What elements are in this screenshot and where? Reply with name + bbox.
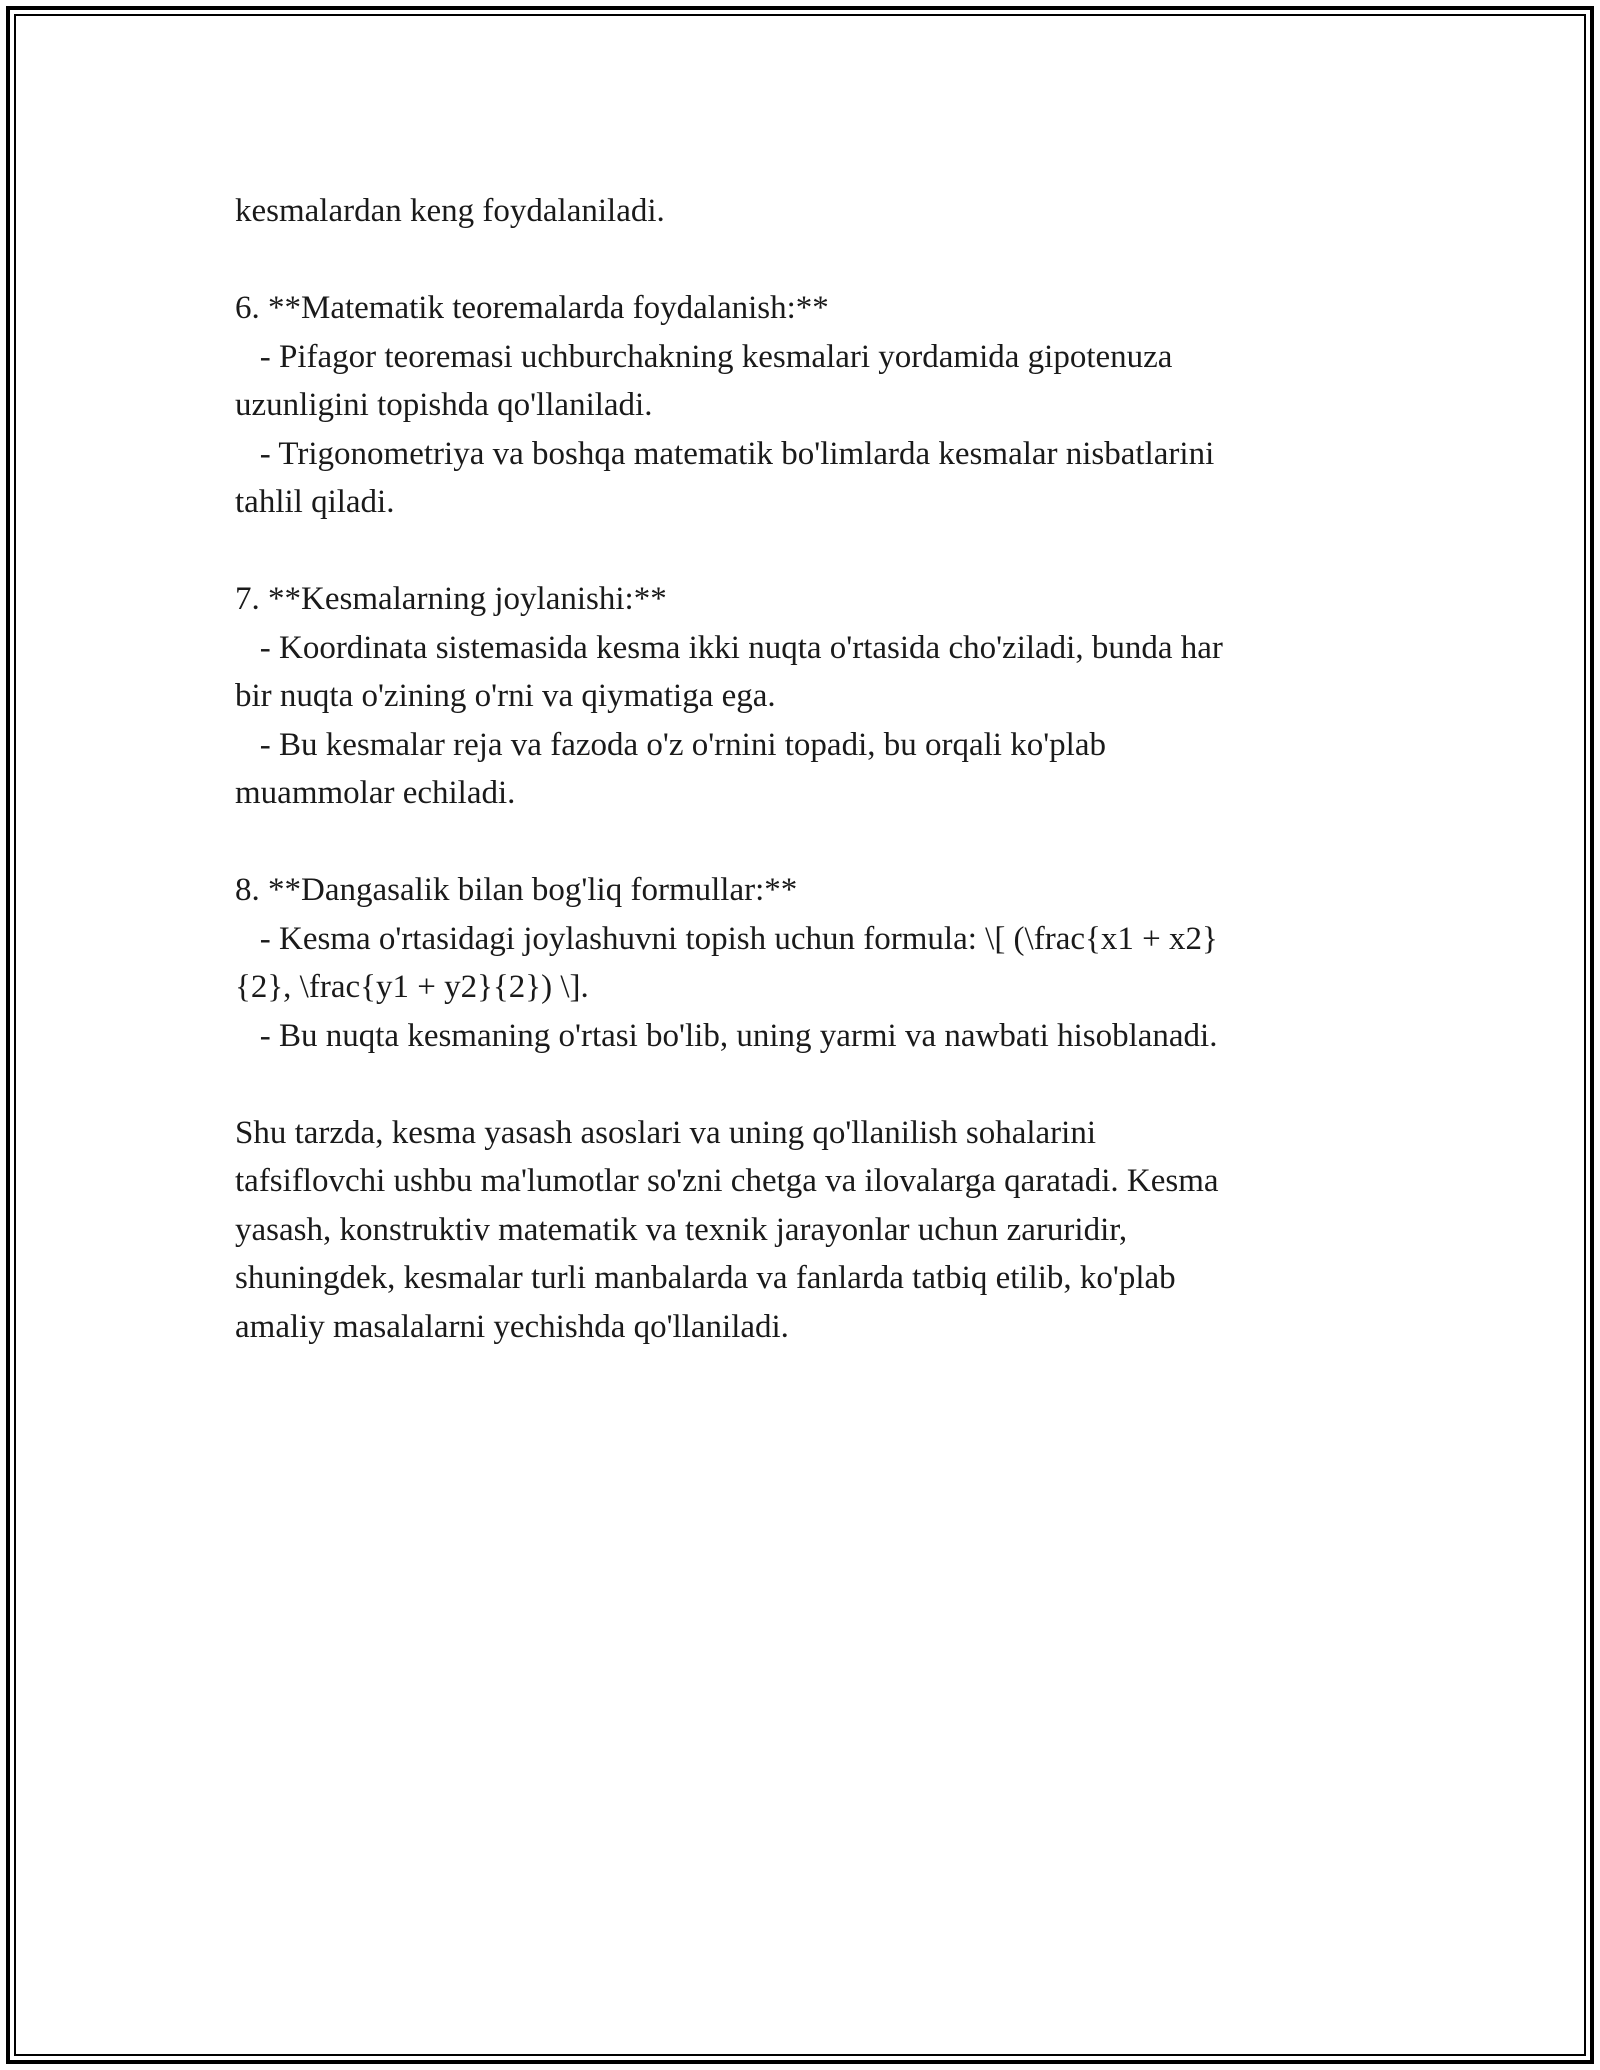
- conclusion-line: tafsiflovchi ushbu ma'lumotlar so'zni chetga va ilovalarga qaratadi. Kesma: [235, 1163, 1219, 1199]
- blank-line: [235, 236, 1365, 285]
- text-line: - Bu nuqta kesmaning o'rtasi bo'lib, uning yarmi va nawbati hisoblanadi.: [235, 1017, 1218, 1054]
- text-line: bir nuqta o'zining o'rni va qiymatiga ega.: [235, 678, 776, 714]
- document-body: [235, 187, 1365, 1351]
- section-heading-7: 7. **Kesmalarning joylanishi:**: [235, 581, 667, 617]
- text-line: - Koordinata sistemasida kesma ikki nuqta o'rtasida cho'ziladi, bunda har: [235, 629, 1223, 666]
- conclusion-line: Shu tarzda, kesma yasash asoslari va uning qo'llanilish sohalarini: [235, 1114, 1097, 1151]
- text-line: - Trigonometriya va boshqa matematik bo'limlarda kesmalar nisbatlarini: [235, 435, 1215, 472]
- text-line: tahlil qiladi.: [235, 484, 395, 520]
- text-line: kesmalardan keng foydalaniladi.: [235, 193, 665, 229]
- text-line: {2}, \frac{y1 + y2}{2}) \].: [235, 969, 589, 1005]
- text-line: - Pifagor teoremasi uchburchakning kesmalari yordamida gipotenuza: [235, 338, 1173, 375]
- blank-line: [235, 527, 1365, 576]
- section-heading-8: 8. **Dangasalik bilan bog'liq formullar:**: [235, 872, 798, 908]
- text-line: uzunligini topishda qo'llaniladi.: [235, 387, 653, 423]
- blank-line: [235, 818, 1365, 867]
- blank-line: [235, 1060, 1365, 1109]
- text-line: - Kesma o'rtasidagi joylashuvni topish uchun formula: \[ (\frac{x1 + x2}: [235, 920, 1218, 957]
- conclusion-line: amaliy masalalarni yechishda qo'llaniladi.: [235, 1308, 789, 1345]
- text-line: - Bu kesmalar reja va fazoda o'z o'rnini topadi, bu orqali ko'plab: [235, 726, 1106, 763]
- text-line: muammolar echiladi.: [235, 775, 516, 811]
- conclusion-line: shuningdek, kesmalar turli manbalarda va fanlarda tatbiq etilib, ko'plab: [235, 1260, 1176, 1296]
- section-heading-6: 6. **Matematik teoremalarda foydalanish:**: [235, 290, 829, 326]
- conclusion-line: yasash, konstruktiv matematik va texnik jarayonlar uchun zaruridir,: [235, 1211, 1128, 1248]
